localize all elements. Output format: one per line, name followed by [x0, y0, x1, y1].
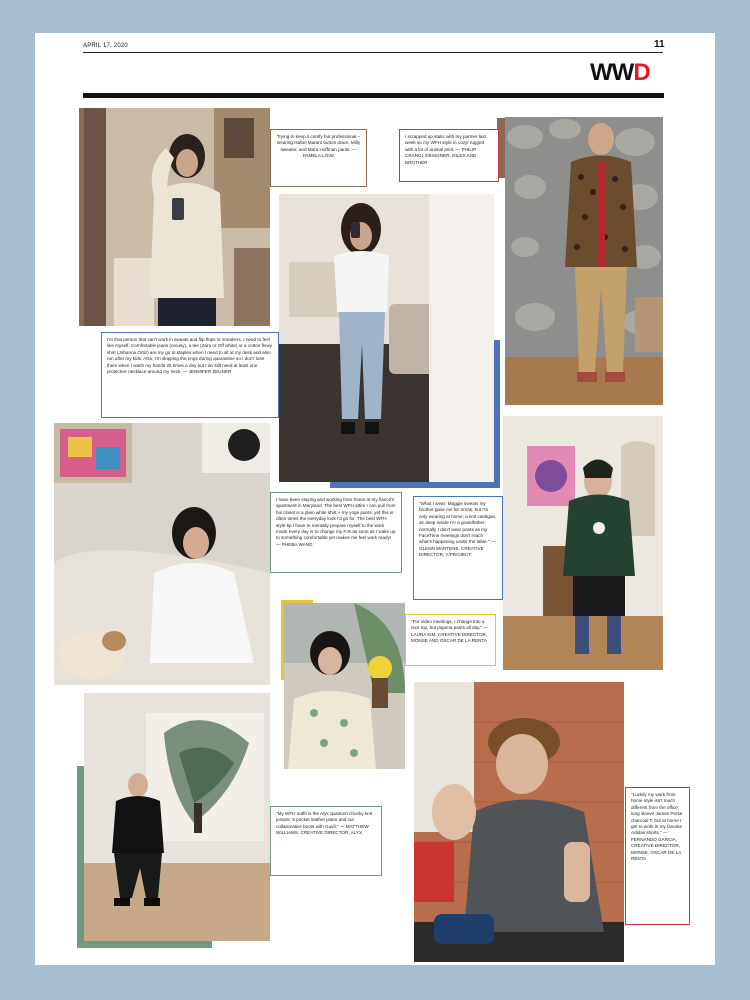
page-number: 11: [654, 39, 665, 50]
caption-matthew-williams: [270, 806, 382, 876]
caption-jennifer-zeuner: [101, 332, 279, 418]
caption-laura-kim-text: "For video meetings, I change into a nice top, but pajama pants all day." — LAURA KIM, CREATIVE DIRECTOR, MONSE AND OSCAR DE LA RENTA: [411, 619, 488, 644]
caption-pheba-wang-text: I have been staying and working from home at my fiancé's apartment in Maryland. The best WFH attire I can pull from his closet is a plain white shirt + my yoga pants, yet this is often times the everyday look I'd go for. The best WFH style tip I have to mentally prepare myself to the work mode every day is to change my PJs as soon as I wake up to something comfortable yet makes me feel work ready! — PHEBA WANG: [276, 497, 396, 547]
photo-pamela-love: [84, 108, 270, 326]
photo-laura-kim: [284, 603, 405, 769]
caption-glenn-martens: [413, 496, 503, 600]
photo-fernando-garcia: [414, 682, 624, 962]
photo-pheba-wang: [54, 423, 270, 685]
header-rule: [83, 52, 663, 53]
caption-fernando-garcia: [625, 787, 690, 925]
photo-philip-crangi: [505, 117, 663, 405]
photo-matthew-williams: [84, 693, 270, 941]
photo-glenn-martens: [503, 416, 663, 670]
caption-philip-crangi-text: I scrapped up static with my partner last week so my WFH style in cozy/ rugged with a lot of animal print. — PHILIP CRANGI, DESIGNER, GILES AND BROTHER: [405, 134, 486, 165]
caption-laura-kim: [405, 614, 496, 666]
caption-philip-crangi: [399, 129, 499, 182]
caption-pamela-love: [270, 129, 367, 187]
header-bar: [83, 93, 664, 98]
logo-d: D: [633, 59, 650, 86]
caption-pheba-wang: [270, 492, 402, 573]
caption-pamela-love-text: Trying to keep it comfy but professional – wearing Isabel Marant button down, Milly sweater, and Mara Hoffman pants. — PAMELA LOVE: [276, 134, 361, 159]
caption-glenn-martens-text: "What I wear: Maggie sweats my brother gave me for Xmas, but I'm only wearing at home; a knit cardigan, as deep inside I'm a grandfather; normally I don't wear pants as my FaceTime meetings don't reach what's happening under the table." — GLENN MARTENS, CREATIVE DIRECTOR, Y/PROJECT: [419, 501, 497, 558]
logo-ww: WW: [590, 59, 634, 86]
photo-mirror-selfie-center: [279, 194, 494, 482]
issue-date: APRIL 17, 2020: [83, 43, 128, 49]
caption-fernando-garcia-text: "Luckily my work from home style isn't much different from the office; long sleeve James Perse charcoal T, but at home I get to work in my favorite Adidas shorts." — FERNANDO GARCIA, CREATIVE DIRECTOR, MONSE, OSCAR DE LA RENTA: [631, 792, 683, 862]
caption-jennifer-zeuner-text: I'm that person that can't work in sweats and flip flops or sneakers. I need to feel like myself. Comfortable jeans (mousy), a tee (Zara or Off white) or a cotton flowy shirt (Johanna Ortiz) are my go to staples when I need to sit at my desk and also run after my kids. Also, I'm skipping the rings during quarantine so I don't lose them when I wash my hands 25 times a day but I do still need at least one protective necklace around my neck. — JENNIFER ZEUNER: [107, 337, 273, 375]
caption-matthew-williams-text: "My WFH outfit is the Alyx quantum chunky knit jumper, 5 pocket leather jeans and our collaborative boots with Guidi." — MATTHEW WILLIAMS, CREATIVE DIRECTOR, ALYX: [276, 811, 373, 836]
wwd-logo: [590, 61, 650, 85]
